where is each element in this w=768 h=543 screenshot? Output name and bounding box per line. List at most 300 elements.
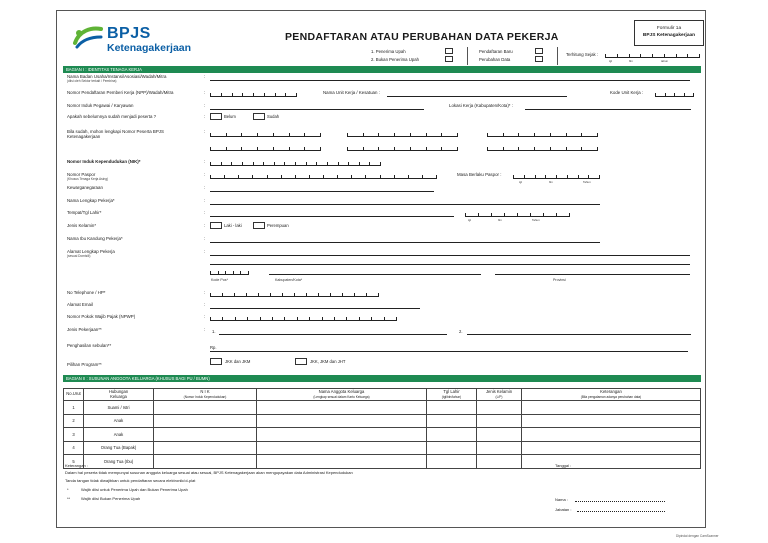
- field-tick: [366, 293, 367, 297]
- field-tick: [257, 147, 258, 151]
- passport-label-text: Nomor Paspor: [67, 172, 96, 177]
- section-1-header: BAGIAN I : IDENTITAS TENAGA KERJA: [63, 66, 701, 73]
- field-tick: [378, 147, 379, 151]
- job-1-number: 1.: [212, 329, 216, 334]
- section-2-header: BAGIAN II : SUSUNAN ANGGOTA KELUARGA (KHUSUS BAGI PU / BUMN): [63, 375, 701, 382]
- form-page: BPJS Ketenagakerjaan PENDAFTARAN ATAU PERUBAHAN DATA PEKERJA Formulir 1a BPJS Ketenagakerjaan 1. Penerima Upah 2. Bukan Penerima Upah Pendaftaran Baru Perubahan Data Terhitung Sejak : tgl bln tahun BAGIAN I : IDENTITAS TENAGA KERJA Nama Badan Usaha/Instansi/Asosiasi/Wadah/Mitra (diisi oleh Sektor terkait / Pembina) : Nomor Pendaftaran Pemberi Kerja (NPP)/Wadah/Mitra : Nama Unit Kerja / Kesatuan : Kode Unit Kerja : Nomor Induk Pegawai / Karyawan : Lokasi Kerja (Kabupaten/Kota)* : Apakah sebelumnya sudah menjadi peserta ? : Belum Sudah Bila sudah, mohon lengkapi Nomor Peserta BPJS Ketenagakerjaan : Nomor Induk Kependudukan (NIK)* : Nomor Paspor (Khusus Tenaga Kerja Asing) : Masa Berlaku Paspor : tgl bln Tahun Kewarganegaraan : Nama Lengkap Pekerja* : Tempat/Tgl Lahir* : tgl bln Tahun Jenis Kelamin* : Laki - laki Perempuan Nama Ibu Kandung Pekerja* : Alamat Lengkap Pekerja (sesuai Domisili) : Kode Pos* Kabupaten/Kota* Provinsi No Telephone / HP* : Alamat Email : Nomor Pokok Wajib Pajak (NPWP) : Jenis Pekerjaan** : 1. 2. Penghasilan sebulan** Rp. Pilihan Program** JKK dan JKM JKK, JKM dan JHT BAGIAN II : SUSUNAN ANGGOTA KELUARGA (KHUSUS BAGI PU / BUMN) No.Urut Hubungan Keluarga N I K (Nomor Induk Kependudukan) Nama Anggota Keluarga (Lengkap sesuai dalam Kartu Keluarga) Tgl Lahir (tgl/bln/tahun) Jenis Kelamin (L/P) Keterangan (Bila pengalaman adanya perubahan data) 1 Suami / Istri 2 Anak 3 Anak 4 Orang Tua (Bapak) 5 Orang Tua (Ibu) Keterangan : Dalam hal peserta tidak mempunyai susunan anggota keluarga sesuai atau sesuai, BPJS Ketenagakerjaan akan mengupayakan data Administrasi Kependudukan Tanda tangan tidak diwajibkan untuk pendaftaran secara elektronik/ol-plat * Wajib diisi untuk Penerima Upah dan Bukan Penerima Upah ** Wajib diisi Bukan Penerima Upah Tanggal : Nama : Jabatan :: [56, 10, 706, 528]
- form-number-box: [634, 20, 704, 46]
- dob-cell[interactable]: [427, 401, 477, 415]
- program-jkk-jkm-jht-checkbox[interactable]: [295, 358, 307, 365]
- field-tick: [569, 213, 570, 217]
- field-tick: [233, 271, 234, 275]
- field-tick: [322, 317, 323, 321]
- field-tick: [346, 317, 347, 321]
- field-tick: [316, 162, 317, 166]
- field-tick: [226, 133, 227, 137]
- field-tick: [263, 162, 264, 166]
- passport-validity-day: tgl: [519, 180, 522, 184]
- field-tick: [210, 293, 211, 297]
- nik-cell[interactable]: [154, 441, 257, 455]
- field-tick: [408, 175, 409, 179]
- column-header: Jenis Kelamin (L/P): [477, 389, 522, 401]
- program-label: Pilihan Program**: [67, 362, 102, 367]
- field-tick: [294, 293, 295, 297]
- field-tick: [363, 133, 364, 137]
- field-tick: [371, 317, 372, 321]
- signature-position-field[interactable]: [577, 511, 665, 512]
- name-cell[interactable]: [257, 441, 427, 455]
- participant-already-checkbox[interactable]: [253, 113, 265, 120]
- field-tick: [556, 175, 557, 179]
- note-4-mark: **: [67, 496, 71, 501]
- field-tick: [556, 213, 557, 217]
- option-wage-earner-label: 1. Penerima Upah: [371, 49, 406, 54]
- field-tick: [221, 93, 222, 97]
- passport-sub: (Khusus Tenaga Kerja Asing): [67, 177, 109, 181]
- family-table-header: [64, 389, 701, 401]
- field-tick: [304, 147, 305, 151]
- participant-already-label: Sudah: [267, 114, 280, 119]
- field-tick: [534, 133, 535, 137]
- field-tick: [394, 133, 395, 137]
- gender-female-label: Perempuan: [267, 223, 289, 228]
- field-tick: [241, 147, 242, 151]
- notes-cell[interactable]: [522, 455, 701, 469]
- email-label: Alamat Email: [67, 302, 93, 307]
- table-row: [64, 401, 701, 415]
- field-tick: [238, 175, 239, 179]
- npwp-label: Nomor Pokok Wajib Pajak (NPWP): [67, 314, 136, 319]
- participant-not-yet-label: Belum: [224, 114, 236, 119]
- row-relation: Anak: [84, 428, 154, 442]
- field-tick: [378, 293, 379, 297]
- field-tick: [664, 54, 665, 58]
- name-cell[interactable]: [257, 414, 427, 428]
- job-2-field[interactable]: [467, 334, 691, 335]
- field-tick: [530, 213, 531, 217]
- note-2: Tanda tangan tidak diwajibkan untuk pendaftaran secara elektronik/ol-plat: [65, 478, 196, 483]
- field-tick: [275, 93, 276, 97]
- family-table: [63, 388, 701, 469]
- postal-code-label: Kode Pos*: [211, 278, 228, 282]
- program-jkk-jkm-checkbox[interactable]: [210, 358, 222, 365]
- note-4: Wajib diisi Bukan Penerima Upah: [81, 496, 141, 501]
- field-tick: [378, 133, 379, 137]
- program-jkk-jkm-label: JKK dan JKM: [225, 359, 251, 364]
- gender-cell[interactable]: [477, 428, 522, 442]
- already-participant-label: Apakah sebelumnya sudah menjadi peserta ?: [67, 114, 157, 119]
- field-tick: [550, 133, 551, 137]
- field-tick: [581, 133, 582, 137]
- npwp-field[interactable]: [210, 320, 396, 321]
- signature-name-label: Nama :: [555, 497, 568, 502]
- field-tick: [363, 147, 364, 151]
- field-tick: [487, 147, 488, 151]
- field-tick: [252, 175, 253, 179]
- effective-date-year: tahun: [661, 59, 668, 63]
- address-label-text: Alamat Lengkap Pekerja: [67, 249, 115, 254]
- field-tick: [605, 54, 606, 58]
- field-tick: [240, 271, 241, 275]
- field-tick: [351, 175, 352, 179]
- name-cell[interactable]: [257, 401, 427, 415]
- employee-id-field[interactable]: [210, 109, 424, 110]
- income-field[interactable]: [210, 351, 688, 352]
- field-tick: [257, 133, 258, 137]
- option-data-change-checkbox[interactable]: [535, 56, 543, 62]
- field-tick: [210, 175, 211, 179]
- notes-cell[interactable]: [522, 414, 701, 428]
- city-label: Kabupaten/Kota*: [275, 278, 303, 282]
- field-tick: [342, 293, 343, 297]
- field-tick: [567, 175, 568, 179]
- nik-label: [67, 159, 140, 164]
- field-tick: [210, 147, 211, 151]
- field-tick: [629, 54, 630, 58]
- form-number: Formulir 1a: [656, 26, 682, 31]
- field-tick: [513, 175, 514, 179]
- row-relation: Suami / Istri: [84, 401, 154, 415]
- nationality-field[interactable]: [210, 191, 434, 192]
- signature-position-label: Jabatan :: [555, 507, 572, 512]
- field-tick: [337, 175, 338, 179]
- nik-cell[interactable]: [154, 401, 257, 415]
- field-tick: [241, 133, 242, 137]
- form-title: PENDAFTARAN ATAU PERUBAHAN DATA PEKERJA: [285, 31, 559, 43]
- field-tick: [210, 93, 211, 97]
- field-tick: [218, 271, 219, 275]
- effective-date-label: Terhitung Sejak :: [566, 52, 599, 57]
- address-field-1[interactable]: [210, 255, 690, 256]
- row-number: 5: [64, 455, 84, 469]
- program-jkk-jkm-jht-label: JKK, JKM dan JHT: [310, 359, 346, 364]
- field-tick: [242, 162, 243, 166]
- bpjs-logo-icon: [71, 23, 105, 49]
- gender-label: Jenis Kelamin*: [67, 223, 97, 228]
- field-tick: [225, 271, 226, 275]
- table-row: [64, 428, 701, 442]
- field-tick: [347, 133, 348, 137]
- dob-cell[interactable]: [427, 428, 477, 442]
- notes-title: Keterangan :: [65, 463, 88, 468]
- field-tick: [359, 162, 360, 166]
- field-tick: [566, 147, 567, 151]
- field-tick: [524, 175, 525, 179]
- field-tick: [320, 133, 321, 137]
- form-institution: BPJS Ketenagakerjaan: [642, 33, 696, 38]
- field-tick: [410, 133, 411, 137]
- work-unit-code-label: Kode Unit Kerja :: [610, 90, 644, 95]
- field-tick: [699, 54, 700, 58]
- row-number: 1: [64, 401, 84, 415]
- field-tick: [394, 175, 395, 179]
- company-name-field[interactable]: [210, 80, 690, 81]
- field-tick: [285, 93, 286, 97]
- dob-cell[interactable]: [427, 414, 477, 428]
- birth-label: Tempat/Tgl Lahir*: [67, 210, 102, 215]
- dob-cell[interactable]: [427, 441, 477, 455]
- nik-cell[interactable]: [154, 428, 257, 442]
- field-tick: [518, 133, 519, 137]
- participant-number-label: Bila sudah, mohon lengkapi Nomor Peserta BPJS Ketenagakerjaan: [67, 129, 164, 139]
- field-tick: [504, 213, 505, 217]
- field-tick: [693, 93, 694, 97]
- field-tick: [396, 317, 397, 321]
- birth-place-field[interactable]: [210, 216, 454, 217]
- field-tick: [210, 162, 211, 166]
- field-tick: [687, 54, 688, 58]
- field-tick: [306, 293, 307, 297]
- field-tick: [441, 133, 442, 137]
- work-location-label: Lokasi Kerja (Kabupaten/Kota)* :: [449, 103, 513, 108]
- row-number: 2: [64, 414, 84, 428]
- divider: [557, 47, 558, 65]
- field-tick: [246, 293, 247, 297]
- passport-validity-year: Tahun: [583, 180, 591, 184]
- scanner-watermark: Dipindai dengan CamScanner: [676, 534, 719, 538]
- gender-cell[interactable]: [477, 414, 522, 428]
- logo-text-ketenagakerjaan: Ketenagakerjaan: [107, 42, 192, 54]
- work-unit-name-label: Nama Unit Kerja / Kesatuan :: [323, 90, 380, 95]
- passport-label: [67, 172, 108, 182]
- participant-not-yet-checkbox[interactable]: [210, 113, 222, 120]
- row-relation: Anak: [84, 414, 154, 428]
- field-tick: [545, 175, 546, 179]
- job-2-number: 2.: [459, 329, 463, 334]
- option-non-wage-earner-checkbox[interactable]: [445, 56, 453, 62]
- gender-male-label: Laki - laki: [224, 223, 242, 228]
- field-tick: [347, 147, 348, 151]
- field-tick: [309, 317, 310, 321]
- field-tick: [323, 175, 324, 179]
- field-tick: [267, 175, 268, 179]
- column-header: No.Urut: [64, 389, 84, 401]
- field-tick: [284, 317, 285, 321]
- field-tick: [284, 162, 285, 166]
- field-tick: [348, 162, 349, 166]
- passport-validity-month: bln: [549, 180, 553, 184]
- field-tick: [597, 147, 598, 151]
- field-tick: [503, 133, 504, 137]
- field-tick: [578, 175, 579, 179]
- field-tick: [274, 162, 275, 166]
- option-data-change-label: Perubahan Data: [479, 57, 511, 62]
- divider: [467, 47, 468, 65]
- option-new-registration-checkbox[interactable]: [535, 48, 543, 54]
- field-tick: [273, 147, 274, 151]
- field-tick: [517, 213, 518, 217]
- signature-date-label: Tanggal :: [555, 463, 572, 468]
- field-tick: [318, 293, 319, 297]
- gender-cell[interactable]: [477, 401, 522, 415]
- mother-name-field[interactable]: [210, 242, 600, 243]
- nik-label-text: Nomor Induk Kependudukan (NIK)*: [67, 159, 141, 164]
- field-tick: [550, 147, 551, 151]
- field-tick: [221, 162, 222, 166]
- field-tick: [247, 317, 248, 321]
- full-name-field[interactable]: [210, 204, 600, 205]
- field-tick: [210, 271, 211, 275]
- company-name-sub: (diisi oleh Sektor terkait / Pembina): [67, 79, 117, 83]
- name-cell[interactable]: [257, 455, 427, 469]
- email-field[interactable]: [210, 308, 420, 309]
- field-tick: [210, 317, 211, 321]
- effective-date-month: bln: [629, 59, 633, 63]
- birth-date-day: tgl: [468, 218, 471, 222]
- signature-name-field[interactable]: [575, 501, 665, 502]
- field-tick: [543, 213, 544, 217]
- field-tick: [426, 147, 427, 151]
- column-header: Nama Anggota Keluarga (Lengkap sesuai dalam Kartu Keluarga): [257, 389, 427, 401]
- job-type-label: Jenis Pekerjaan**: [67, 327, 102, 332]
- field-tick: [369, 162, 370, 166]
- field-tick: [581, 147, 582, 151]
- field-tick: [422, 175, 423, 179]
- column-header: N I K (Nomor Induk Kependudukan): [154, 389, 257, 401]
- field-tick: [436, 175, 437, 179]
- field-tick: [270, 293, 271, 297]
- address-label: [67, 249, 115, 259]
- option-wage-earner-checkbox[interactable]: [445, 48, 453, 54]
- field-tick: [426, 133, 427, 137]
- field-tick: [534, 147, 535, 151]
- field-tick: [338, 162, 339, 166]
- notes-cell[interactable]: [522, 441, 701, 455]
- field-tick: [380, 175, 381, 179]
- field-tick: [655, 93, 656, 97]
- passport-validity-label: Masa Berlaku Paspor :: [457, 172, 502, 177]
- field-tick: [487, 133, 488, 137]
- logo-text-bpjs: BPJS: [107, 25, 151, 42]
- gender-cell[interactable]: [477, 455, 522, 469]
- field-tick: [566, 133, 567, 137]
- field-tick: [535, 175, 536, 179]
- notes-cell[interactable]: [522, 428, 701, 442]
- field-tick: [320, 147, 321, 151]
- field-tick: [242, 93, 243, 97]
- nik-cell[interactable]: [154, 455, 257, 469]
- field-tick: [327, 162, 328, 166]
- column-header: Keterangan (Bila pengalaman adanya perubahan data): [522, 389, 701, 401]
- field-tick: [297, 317, 298, 321]
- field-tick: [674, 93, 675, 97]
- nationality-label: Kewarganegaraan: [67, 185, 103, 190]
- field-tick: [410, 147, 411, 151]
- note-3: Wajib diisi untuk Penerima Upah dan Bukan Penerima Upah: [81, 487, 188, 492]
- field-tick: [457, 133, 458, 137]
- field-tick: [617, 54, 618, 58]
- job-1-field[interactable]: [219, 334, 447, 335]
- field-tick: [282, 293, 283, 297]
- work-location-field[interactable]: [525, 109, 691, 110]
- birth-date-year: Tahun: [532, 218, 540, 222]
- mother-name-label: Nama Ibu Kandung Pekerja*: [67, 236, 123, 241]
- field-tick: [334, 317, 335, 321]
- field-tick: [224, 175, 225, 179]
- row-number: 4: [64, 441, 84, 455]
- field-tick: [253, 162, 254, 166]
- row-relation: Orang Tua (Ibu): [84, 455, 154, 469]
- column-header: Hubungan Keluarga: [84, 389, 154, 401]
- field-tick: [441, 147, 442, 151]
- field-tick: [210, 133, 211, 137]
- dob-cell[interactable]: [427, 455, 477, 469]
- field-tick: [281, 175, 282, 179]
- field-tick: [253, 93, 254, 97]
- field-tick: [684, 93, 685, 97]
- npp-label: Nomor Pendaftaran Pemberi Kerja (NPP)/Wadah/Mitra: [67, 90, 174, 95]
- company-name-text: Nama Badan Usaha/Instansi/Asosiasi/Wadah/Mitra: [67, 74, 167, 79]
- field-tick: [222, 317, 223, 321]
- employee-id-label: Nomor Induk Pegawai / Karyawan: [67, 103, 134, 108]
- column-header: Tgl Lahir (tgl/bln/tahun): [427, 389, 477, 401]
- field-tick: [640, 54, 641, 58]
- gender-female-checkbox[interactable]: [253, 222, 265, 229]
- field-tick: [264, 93, 265, 97]
- address-sub: (sesuai Domisili): [67, 254, 91, 258]
- field-tick: [359, 317, 360, 321]
- province-label: Provinsi: [553, 278, 566, 282]
- field-tick: [599, 175, 600, 179]
- option-new-registration-label: Pendaftaran Baru: [479, 49, 513, 54]
- field-tick: [306, 162, 307, 166]
- field-tick: [365, 175, 366, 179]
- field-tick: [258, 293, 259, 297]
- field-tick: [676, 54, 677, 58]
- field-tick: [234, 293, 235, 297]
- field-tick: [380, 162, 381, 166]
- field-tick: [295, 162, 296, 166]
- effective-date-day: tgl: [609, 59, 612, 63]
- city-field[interactable]: [269, 274, 481, 275]
- province-field[interactable]: [495, 274, 690, 275]
- field-tick: [652, 54, 653, 58]
- gender-cell[interactable]: [477, 441, 522, 455]
- income-label: Penghasilan sebulan**: [67, 343, 112, 348]
- work-unit-name-field[interactable]: [387, 96, 567, 97]
- field-tick: [289, 133, 290, 137]
- full-name-label: Nama Lengkap Pekerja*: [67, 198, 115, 203]
- postal-code-field[interactable]: [210, 274, 248, 275]
- field-tick: [226, 147, 227, 151]
- field-tick: [518, 147, 519, 151]
- field-tick: [260, 317, 261, 321]
- field-tick: [295, 175, 296, 179]
- field-tick: [503, 147, 504, 151]
- field-tick: [354, 293, 355, 297]
- option-non-wage-earner-label: 2. Bukan Penerima Upah: [371, 57, 420, 62]
- birth-date-month: bln: [498, 218, 502, 222]
- field-tick: [394, 147, 395, 151]
- nik-cell[interactable]: [154, 414, 257, 428]
- name-cell[interactable]: [257, 428, 427, 442]
- row-number: 3: [64, 428, 84, 442]
- field-tick: [330, 293, 331, 297]
- field-tick: [273, 133, 274, 137]
- table-row: [64, 455, 701, 469]
- field-tick: [232, 93, 233, 97]
- field-tick: [289, 147, 290, 151]
- field-tick: [465, 213, 466, 217]
- note-1: Dalam hal peserta tidak mempunyai susunan anggota keluarga sesuai atau sesuai, BPJS Ketenagakerjaan akan mengupayakan data Administrasi Kependudukan: [65, 470, 353, 475]
- notes-cell[interactable]: [522, 401, 701, 415]
- gender-male-checkbox[interactable]: [210, 222, 222, 229]
- address-field-2[interactable]: [210, 264, 690, 265]
- field-tick: [665, 93, 666, 97]
- field-tick: [478, 213, 479, 217]
- row-relation: Orang Tua (Bapak): [84, 441, 154, 455]
- field-tick: [235, 317, 236, 321]
